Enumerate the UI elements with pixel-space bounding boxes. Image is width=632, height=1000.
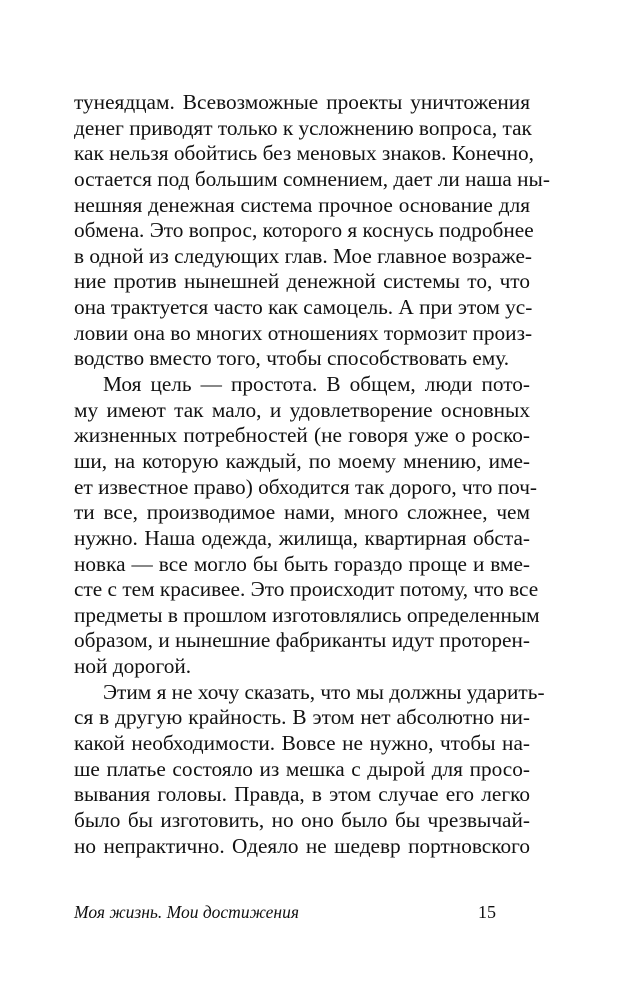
text-line: сте с тем красивее. Это происходит потому, что все: [74, 577, 539, 602]
text-line: ся в другую крайность. В этом нет абсолютно ни-: [74, 705, 530, 730]
text-line: но непрактично. Одеяло не шедевр портновского: [74, 833, 530, 858]
paragraph: [74, 372, 540, 680]
text-line: нужно. Наша одежда, жилища, квартирная обста-: [74, 525, 530, 550]
text-line: остается под большим сомнением, дает ли наша ны-: [74, 166, 550, 191]
body-text: [74, 90, 550, 859]
text-line: предметы в прошлом изготовлялись определенным: [74, 602, 540, 627]
text-line: ши, на которую каждый, по моему мнению, име-: [74, 448, 530, 473]
paragraph: [74, 90, 550, 372]
text-line: она трактуется часто как самоцель. А при этом ус-: [74, 295, 533, 320]
text-line: было бы изготовить, но оно было бы чрезвычай-: [74, 807, 530, 832]
text-line: ние против нынешней денежной системы то, что: [74, 269, 530, 294]
text-line: какой необходимости. Вовсе не нужно, чтобы на-: [74, 731, 530, 756]
text-line: как нельзя обойтись без меновых знаков. Конечно,: [74, 141, 534, 166]
page-number: 15: [478, 902, 496, 922]
text-line: ет известное право) обходится так дорого, что поч-: [74, 474, 538, 499]
paragraph: [74, 679, 545, 859]
text-line: новка — все могло бы быть гораздо проще и вме-: [74, 551, 530, 576]
text-line: ловии она во многих отношениях тормозит произ-: [74, 320, 533, 345]
text-line: Этим я не хочу сказать, что мы должны ударить-: [103, 679, 545, 704]
text-line: образом, и нынешние фабриканты идут проторен-: [74, 628, 530, 653]
text-line: денег приводят только к усложнению вопроса, так: [74, 115, 532, 140]
text-line: обмена. Это вопрос, которого я коснусь подробнее: [74, 218, 534, 243]
text-line: нешняя денежная система прочное основание для: [74, 192, 530, 217]
text-line: водство вместо того, чтобы способствовать ему.: [74, 346, 510, 371]
running-footer-title: Моя жизнь. Мои достижения: [74, 902, 299, 922]
text-line: вывания головы. Правда, в этом случае его легко: [74, 782, 530, 807]
text-line: ше платье состояло из мешка с дырой для просо-: [74, 756, 530, 781]
text-line: му имеют так мало, и удовлетворение основных: [74, 397, 530, 422]
text-line: в одной из следующих глав. Мое главное возраже-: [74, 243, 533, 268]
text-line: Моя цель — простота. В общем, люди пото-: [103, 372, 530, 397]
text-line: тунеядцам. Всевозможные проекты уничтожения: [74, 90, 530, 114]
text-line: ти все, производимое нами, много сложнее, чем: [74, 500, 530, 525]
text-line: ной дорогой.: [74, 654, 192, 679]
page-footer: [74, 902, 530, 928]
text-line: жизненных потребностей (не говоря уже о роско-: [74, 423, 530, 448]
